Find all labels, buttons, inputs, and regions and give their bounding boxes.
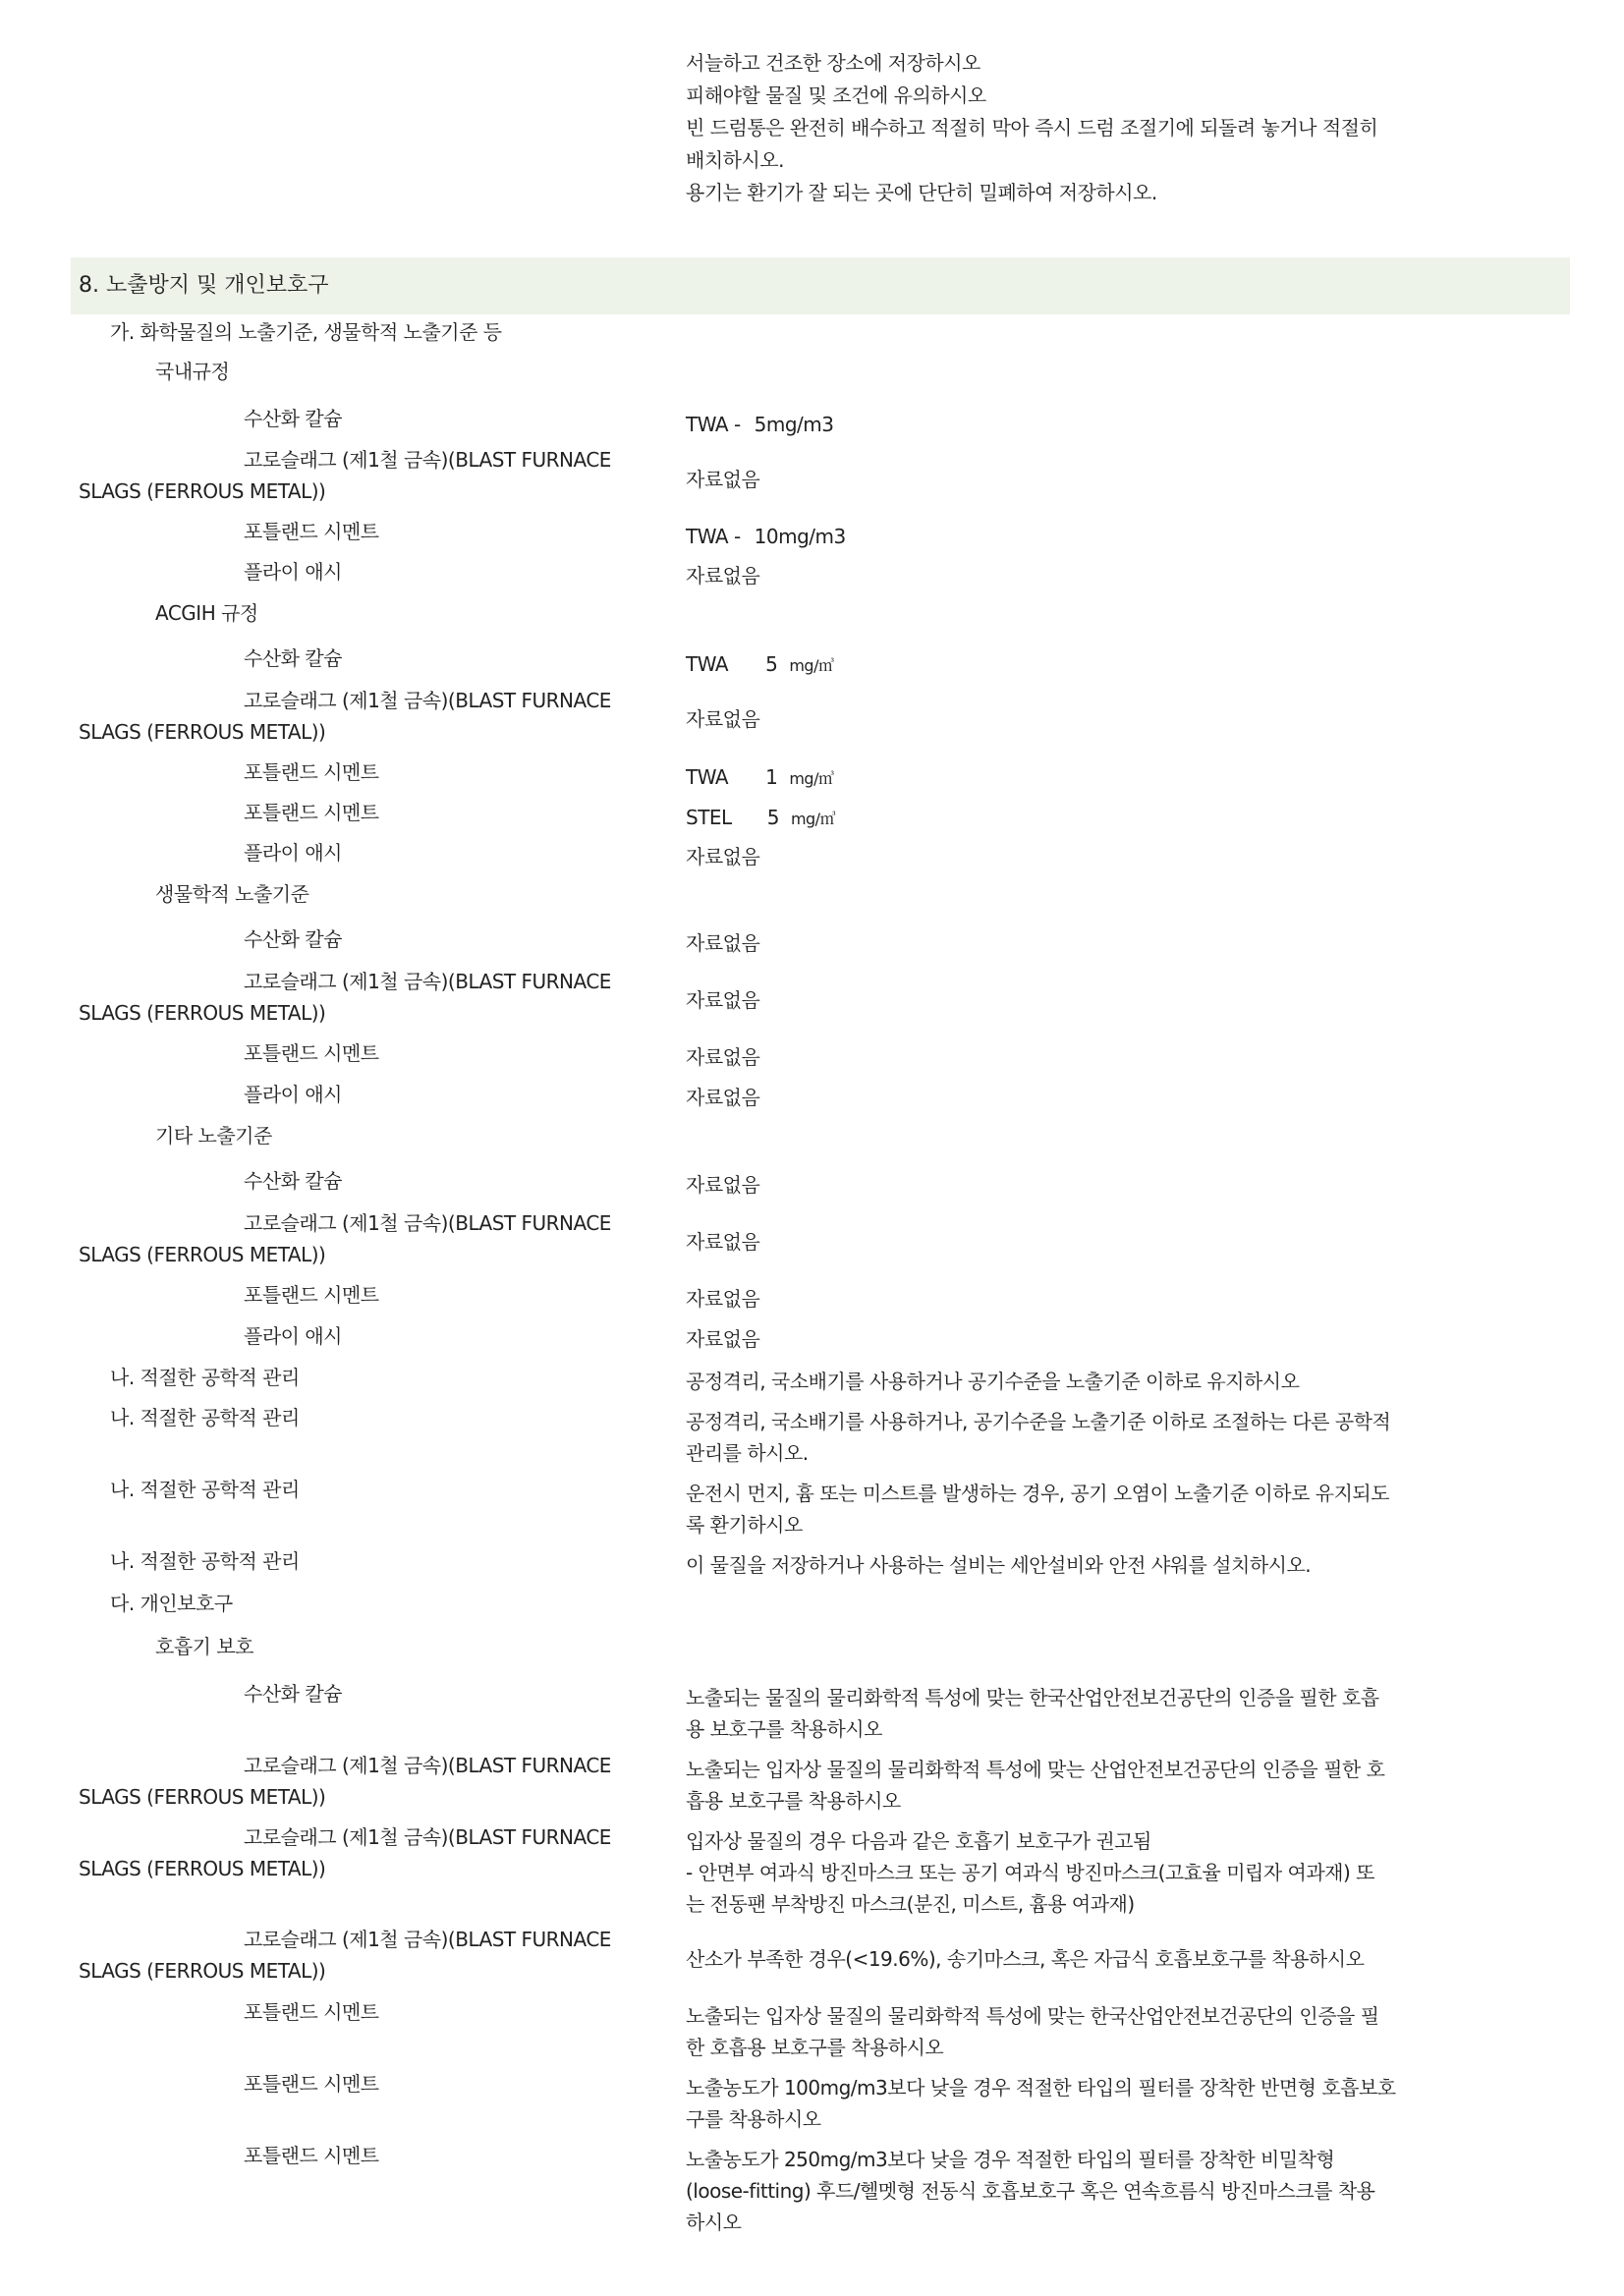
exposure-value: 자료없음 [686, 1287, 760, 1311]
exposure-value: 자료없음 [686, 564, 760, 588]
substance-name: 포틀랜드 시멘트 [244, 760, 379, 784]
substance-name: 플라이 애시 [244, 841, 342, 865]
substance-name: 수산화 칼슘 [244, 407, 342, 430]
substance-name: 포틀랜드 시멘트 [244, 1041, 379, 1065]
respiratory-advice-cont: (loose-fitting) 후드/헬멧형 전동식 호흡보호구 혹은 연속흐름식 방진마스크를 착용 [686, 2179, 1375, 2203]
storage-line: 서늘하고 건조한 장소에 저장하시오 [686, 51, 980, 75]
substance-name: 고로슬래그 (제1철 금속)(BLAST FURNACE [244, 1825, 611, 1849]
substance-name: 고로슬래그 (제1철 금속)(BLAST FURNACE [244, 689, 611, 712]
substance-name: 수산화 칼슘 [244, 646, 342, 670]
substance-name: 플라이 애시 [244, 560, 342, 584]
substance-name: 수산화 칼슘 [244, 927, 342, 951]
substance-name: 플라이 애시 [244, 1083, 342, 1106]
subsection-heading: 나. 적절한 공학적 관리 [110, 1549, 300, 1573]
subsection-heading: 가. 화학물질의 노출기준, 생물학적 노출기준 등 [110, 320, 502, 344]
exposure-value: 자료없음 [686, 845, 760, 868]
section-header [71, 257, 1570, 314]
substance-name: 포틀랜드 시멘트 [244, 520, 379, 543]
exposure-value: 자료없음 [686, 988, 760, 1012]
subsection-heading: 나. 적절한 공학적 관리 [110, 1366, 300, 1389]
group-heading: ACGIH 규정 [155, 601, 258, 625]
storage-line: 빈 드럼통은 완전히 배수하고 적절히 막아 즉시 드럼 조절기에 되돌려 놓거나 적절히 [686, 116, 1378, 140]
respiratory-advice: 노출되는 물질의 물리화학적 특성에 맞는 한국산업안전보건공단의 인증을 필한 호흡 [686, 1686, 1379, 1709]
exposure-value: 자료없음 [686, 1086, 760, 1109]
substance-name-cont: SLAGS (FERROUS METAL)) [79, 1959, 326, 1983]
subsection-heading: 다. 개인보호구 [110, 1592, 233, 1615]
substance-name: 플라이 애시 [244, 1324, 342, 1348]
engineering-control: 운전시 먼지, 흄 또는 미스트를 발생하는 경우, 공기 오염이 노출기준 이하로 유지되도 [686, 1482, 1390, 1505]
exposure-value: TWA - 5mg/m3 [686, 413, 834, 436]
exposure-value: TWA 5 mg/㎥ [686, 652, 834, 676]
substance-name-cont: SLAGS (FERROUS METAL)) [79, 479, 326, 503]
substance-name-cont: SLAGS (FERROUS METAL)) [79, 1001, 326, 1025]
respiratory-advice: 입자상 물질의 경우 다음과 같은 호흡기 보호구가 권고됨 [686, 1829, 1151, 1853]
exposure-value: 자료없음 [686, 931, 760, 955]
exposure-value: TWA - 10mg/m3 [686, 525, 846, 548]
substance-name: 포틀랜드 시멘트 [244, 801, 379, 824]
storage-line: 배치하시오. [686, 148, 784, 172]
respiratory-advice: 노출되는 입자상 물질의 물리화학적 특성에 맞는 산업안전보건공단의 인증을 필한 호 [686, 1758, 1385, 1781]
respiratory-advice: 산소가 부족한 경우(<19.6%), 송기마스크, 혹은 자급식 호흡보호구를 착용하시오 [686, 1947, 1365, 1971]
exposure-value: 자료없음 [686, 1173, 760, 1197]
substance-name-cont: SLAGS (FERROUS METAL)) [79, 1785, 326, 1809]
exposure-value: 자료없음 [686, 1230, 760, 1254]
respiratory-advice-cont: 는 전동팬 부착방진 마스크(분진, 미스트, 흄용 여과재) [686, 1892, 1135, 1916]
substance-name: 포틀랜드 시멘트 [244, 2144, 379, 2167]
storage-line: 피해야할 물질 및 조건에 유의하시오 [686, 84, 986, 107]
storage-line: 용기는 환기가 잘 되는 곳에 단단히 밀폐하여 저장하시오. [686, 181, 1157, 204]
engineering-control-cont: 록 환기하시오 [686, 1513, 803, 1537]
engineering-control: 이 물질을 저장하거나 사용하는 설비는 세안설비와 안전 샤워를 설치하시오. [686, 1553, 1312, 1577]
respiratory-advice-cont: 구를 착용하시오 [686, 2107, 821, 2131]
respiratory-advice-cont: 한 호흡용 보호구를 착용하시오 [686, 2036, 944, 2059]
exposure-value: STEL 5 mg/㎥ [686, 806, 836, 829]
substance-name: 고로슬래그 (제1철 금속)(BLAST FURNACE [244, 970, 611, 993]
group-heading: 생물학적 노출기준 [155, 882, 309, 906]
respiratory-advice-cont: 용 보호구를 착용하시오 [686, 1717, 882, 1741]
respiratory-advice-cont: 흡용 보호구를 착용하시오 [686, 1789, 901, 1813]
exposure-value: 자료없음 [686, 468, 760, 491]
engineering-control-cont: 관리를 하시오. [686, 1441, 809, 1465]
substance-name-cont: SLAGS (FERROUS METAL)) [79, 1857, 326, 1880]
substance-name-cont: SLAGS (FERROUS METAL)) [79, 720, 326, 744]
respiratory-advice-cont: - 안면부 여과식 방진마스크 또는 공기 여과식 방진마스크(고효율 미립자 여과재) 또 [686, 1861, 1374, 1884]
engineering-control: 공정격리, 국소배기를 사용하거나 공기수준을 노출기준 이하로 유지하시오 [686, 1370, 1300, 1393]
group-heading: 국내규정 [155, 360, 230, 383]
substance-name: 고로슬래그 (제1철 금속)(BLAST FURNACE [244, 1211, 611, 1235]
substance-name: 수산화 칼슘 [244, 1169, 342, 1193]
exposure-value: 자료없음 [686, 707, 760, 731]
exposure-value: 자료없음 [686, 1045, 760, 1069]
substance-name: 포틀랜드 시멘트 [244, 2000, 379, 2024]
substance-name: 고로슬래그 (제1철 금속)(BLAST FURNACE [244, 1928, 611, 1951]
group-heading: 기타 노출기준 [155, 1124, 272, 1148]
substance-name: 고로슬래그 (제1철 금속)(BLAST FURNACE [244, 1754, 611, 1777]
engineering-control: 공정격리, 국소배기를 사용하거나, 공기수준을 노출기준 이하로 조절하는 다른 공학적 [686, 1410, 1391, 1433]
section-title: 8. 노출방지 및 개인보호구 [79, 273, 329, 298]
exposure-value: TWA 1 mg/㎥ [686, 765, 834, 789]
exposure-value: 자료없음 [686, 1327, 760, 1351]
respiratory-advice: 노출농도가 100mg/m3보다 낮을 경우 적절한 타입의 필터를 장착한 반면형 호흡보호 [686, 2076, 1396, 2100]
substance-name: 포틀랜드 시멘트 [244, 2072, 379, 2096]
respiratory-advice-cont: 하시오 [686, 2211, 742, 2234]
respiratory-advice: 노출되는 입자상 물질의 물리화학적 특성에 맞는 한국산업안전보건공단의 인증을 필 [686, 2004, 1379, 2028]
substance-name: 포틀랜드 시멘트 [244, 1283, 379, 1307]
respiratory-advice: 노출농도가 250mg/m3보다 낮을 경우 적절한 타입의 필터를 장착한 비밀착형 [686, 2148, 1335, 2171]
substance-name: 수산화 칼슘 [244, 1682, 342, 1706]
subsection-heading: 나. 적절한 공학적 관리 [110, 1478, 300, 1501]
substance-name: 고로슬래그 (제1철 금속)(BLAST FURNACE [244, 448, 611, 472]
substance-name-cont: SLAGS (FERROUS METAL)) [79, 1243, 326, 1266]
subsection-heading: 나. 적절한 공학적 관리 [110, 1406, 300, 1429]
group-heading: 호흡기 보호 [155, 1635, 253, 1658]
